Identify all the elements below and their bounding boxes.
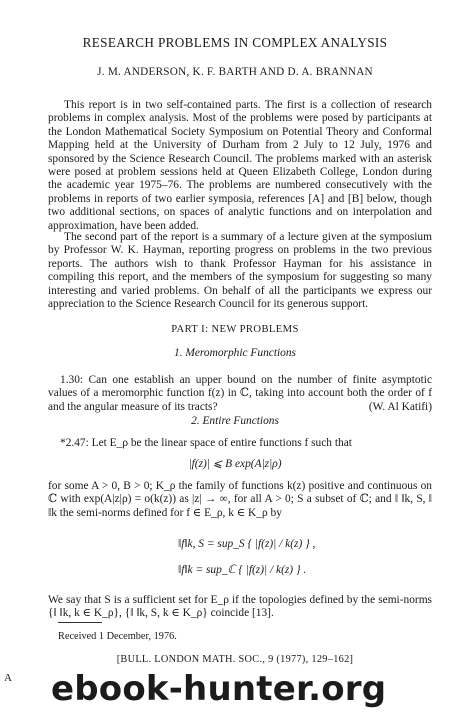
seminorm-formula-S: ‖f‖k, S = sup_S { |f(z)| / k(z) } , — [178, 538, 316, 550]
received-date: Received 1 December, 1976. — [58, 631, 177, 642]
seminorm-formula-C: ‖f‖k = sup_ℂ { |f(z)| / k(z) } . — [178, 564, 307, 576]
paper-authors: J. M. ANDERSON, K. F. BARTH AND D. A. BRANNAN — [97, 66, 373, 78]
problem-1-30-attribution: (W. Al Katifi) — [368, 400, 432, 413]
part-heading: PART I: NEW PROBLEMS — [171, 324, 299, 335]
journal-citation: [BULL. LONDON MATH. SOC., 9 (1977), 129–162] — [116, 654, 354, 665]
problem-1-30-text: 1.30: Can one establish an upper bound on the number of finite asymptotic values of a meromorphic function f(z) in ℂ, taking into account both the order of f and the angular measure of its tracts? — [48, 374, 432, 413]
problem-2-47-conclusion: We say that S is a sufficient set for E_ρ if the topologies defined by the semi-norms {‖ ‖k, k ∈ K_ρ}, {‖ ‖k, S, k ∈ K_ρ} coincide [13]. — [48, 594, 432, 620]
problem-2-47-intro: *2.47: Let E_ρ be the linear space of entire functions f such that — [60, 437, 352, 449]
section-heading-meromorphic: 1. Meromorphic Functions — [173, 347, 296, 359]
growth-inequality: |f(z)| ⩽ B exp(A|z|ρ) — [188, 458, 282, 470]
problem-2-47-body: for some A > 0, B > 0; K_ρ the family of functions k(z) positive and continuous on ℂ with exp(A|z|ρ) = o(k(z)) as |z| → ∞, for all A > 0; S a subset of ℂ; and ‖ ‖k, S, ‖ ‖k the semi-norms defined for f ∈ E_ρ, k ∈ K_ρ by — [48, 480, 432, 519]
section-heading-entire: 2. Entire Functions — [191, 415, 279, 427]
corner-mark: A — [4, 672, 12, 684]
problem-1-30 — [48, 374, 432, 414]
paper-title: RESEARCH PROBLEMS IN COMPLEX ANALYSIS — [82, 35, 388, 50]
intro-paragraph-1: This report is in two self-contained parts. The first is a collection of research problems in complex analysis. Most of the problems were posed by participants at the London Mathematical Society Symposium on Potential Theory and Conformal Mapping held at the University of Durham from 2 July to 12 July, 1976 and sponsored by the Science Research Council. The problems marked with an asterisk were posed at problem sessions held at Queen Elizabeth College, London during the academic year 1975–76. The problems are numbered consecutively with the problems in reports of two earlier symposia, references [A] and [B] below, though two additional sections, on spaces of analytic functions and on interpolation and approximation, have been added. — [48, 99, 432, 232]
intro-paragraph-2: The second part of the report is a summary of a lecture given at the symposium by Professor W. K. Hayman, reporting progress on problems in the two previous reports. The authors wish to thank Professor Hayman for his assistance in compiling this report, and the members of the symposium for suggesting so many interesting and varied problems. On behalf of all the participants we express our appreciation to the Science Research Council for its generous support. — [48, 231, 432, 311]
watermark-text: ebook-hunter.org — [51, 669, 387, 709]
footnote-rule — [58, 622, 102, 623]
